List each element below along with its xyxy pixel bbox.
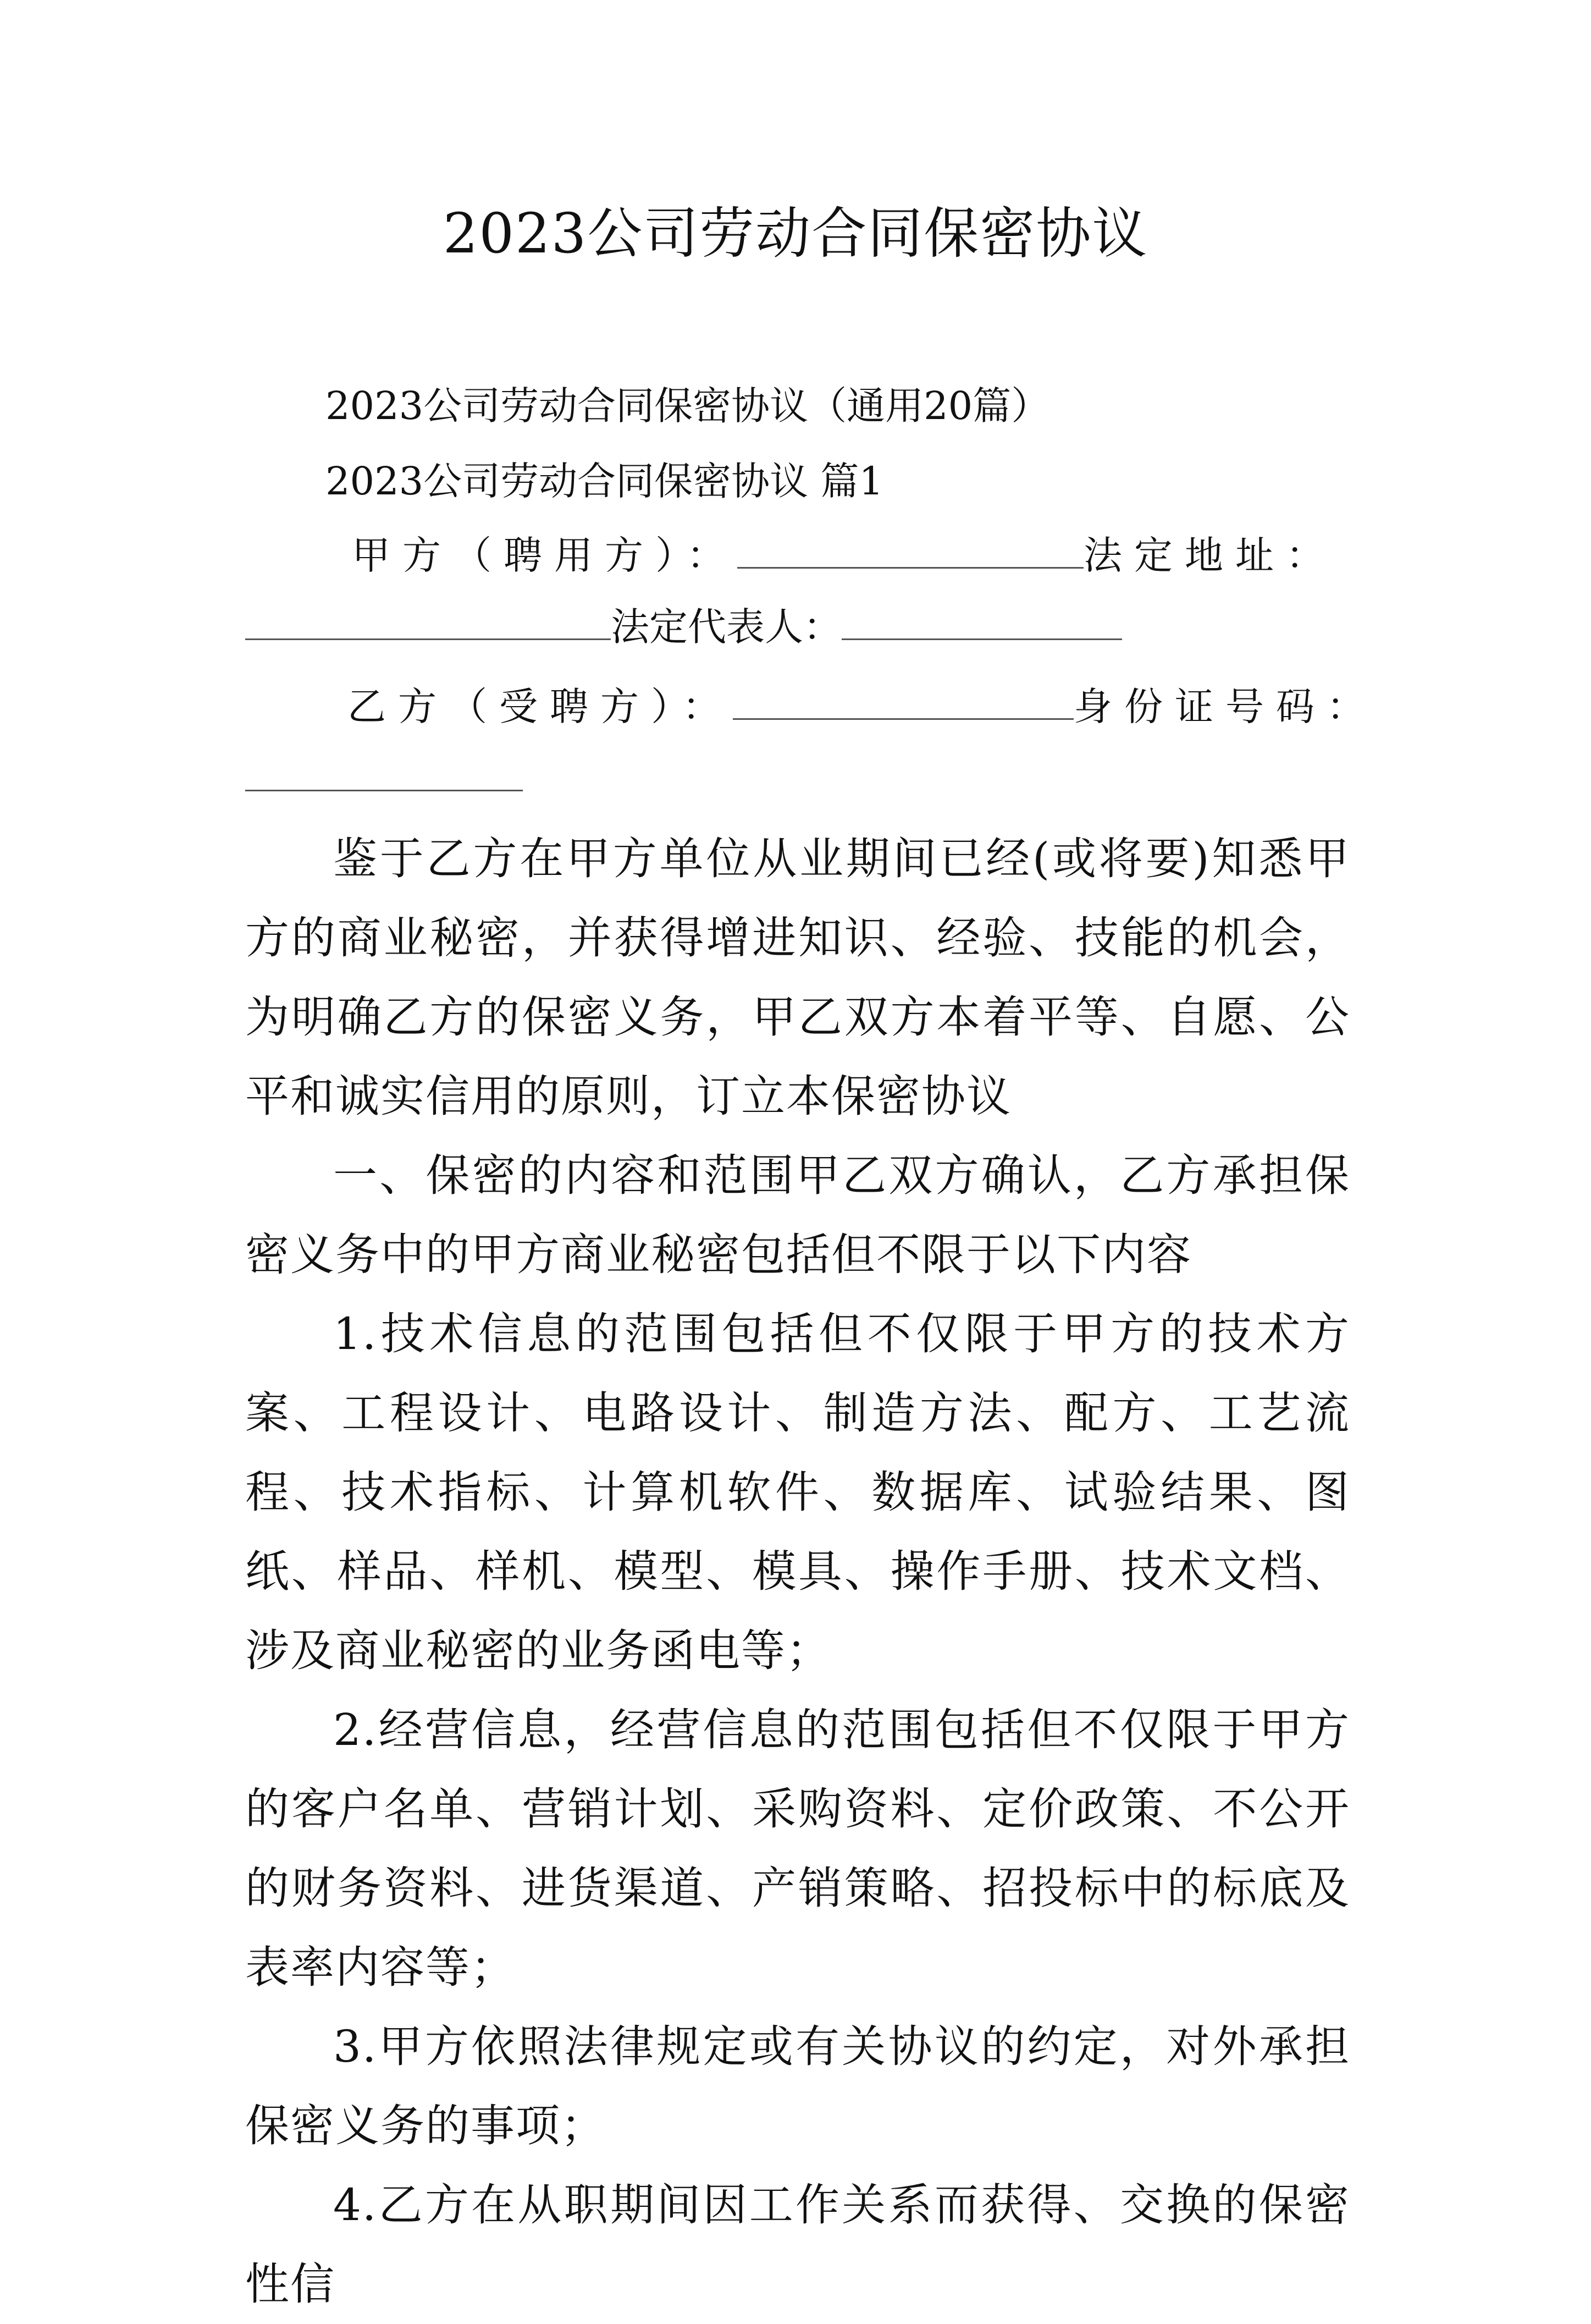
subtitle: 2023公司劳动合同保密协议（通用20篇） [325, 383, 1050, 428]
party-a-label: 甲方（聘用方）： [352, 533, 737, 578]
id-number-blank [245, 756, 523, 791]
party-b-blank [733, 684, 1074, 720]
id-number-label: 身份证号码： [1074, 684, 1377, 729]
paragraph: 鉴于乙方在甲方单位从业期间已经(或将要)知悉甲方的商业秘密，并获得增进知识、经验、技能的机会，为明确乙方的保密义务，甲乙双方本着平等、自愿、公平和诚实信用的原则，订立本保密协议 [245, 833, 1350, 1122]
paragraph: 1.技术信息的范围包括但不仅限于甲方的技术方案、工程设计、电路设计、制造方法、配方、工艺流程、技术指标、计算机软件、数据库、试验结果、图纸、样品、样机、模型、模具、操作手册、技术文档、涉及商业秘密的业务函电等； [245, 1308, 1350, 1676]
paragraph: 一、保密的内容和范围甲乙双方确认，乙方承担保密义务中的甲方商业秘密包括但不限于以下内容 [245, 1150, 1350, 1280]
party-b-row [347, 679, 1377, 734]
legal-address-blank [245, 604, 611, 640]
section-heading: 2023公司劳动合同保密协议 篇1 [325, 459, 883, 504]
document-title: 2023公司劳动合同保密协议 [443, 201, 1148, 266]
paragraph: 2.经营信息，经营信息的范围包括但不仅限于甲方的客户名单、营销计划、采购资料、定价政策、不公开的财务资料、进货渠道、产销策略、招投标中的标底及表率内容等； [245, 1704, 1350, 1993]
party-b-label: 乙方（受聘方）： [347, 684, 733, 729]
legal-address-label: 法定地址： [1084, 533, 1336, 578]
paragraph: 3.甲方依照法律规定或有关协议的约定，对外承担保密义务的事项； [245, 2021, 1350, 2151]
paragraph: 4.乙方在从职期间因工作关系而获得、交换的保密性信 [245, 2179, 1350, 2310]
body-text [245, 819, 1350, 2324]
party-a-row [352, 528, 1336, 583]
id-number-row [245, 751, 523, 806]
legal-rep-blank [842, 604, 1122, 640]
party-a-blank [737, 533, 1084, 569]
legal-rep-row [245, 599, 1122, 654]
legal-rep-label: 法定代表人： [611, 604, 842, 649]
